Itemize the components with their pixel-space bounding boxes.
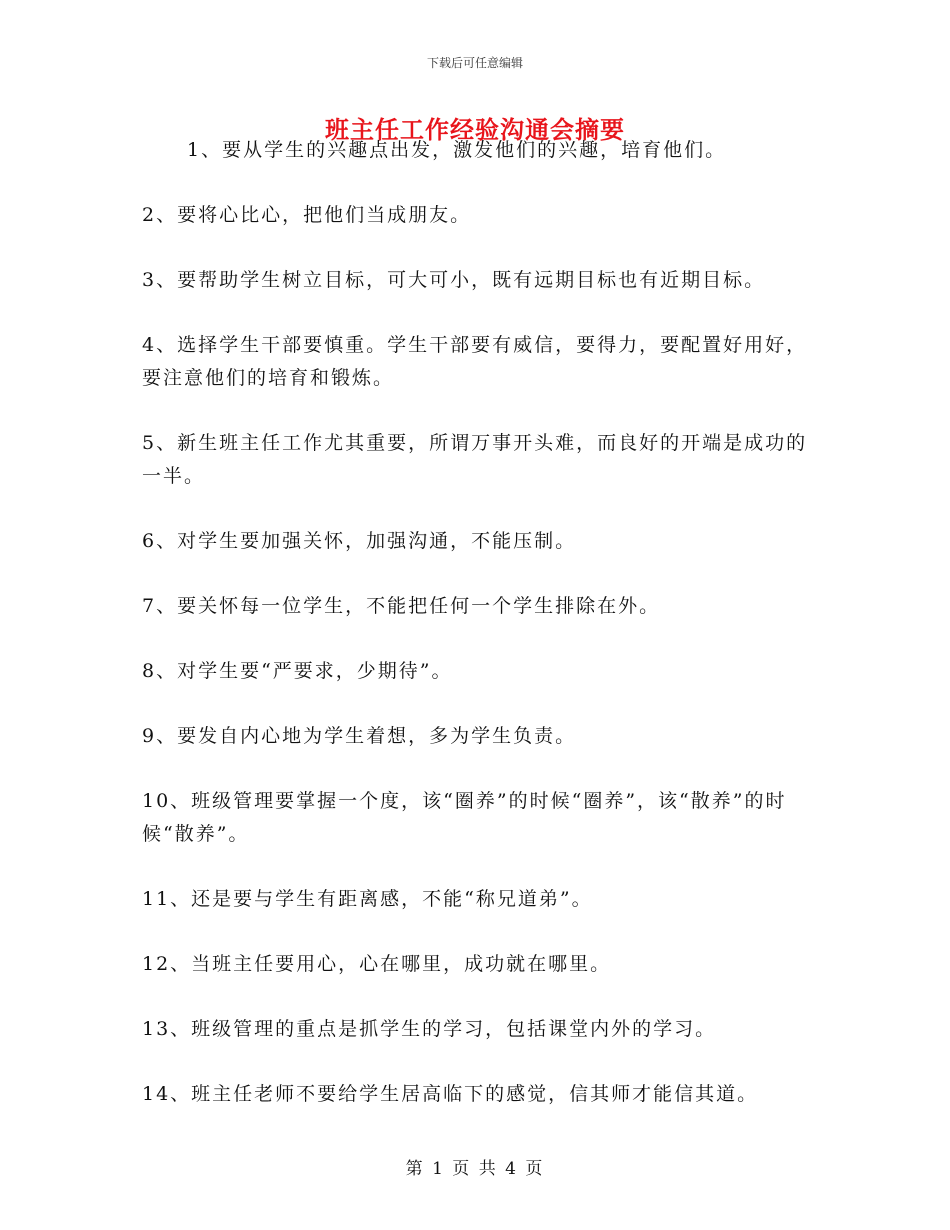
list-item: 2、要将心比心，把他们当成朋友。	[142, 204, 472, 226]
list-item: 11、还是要与学生有距离感，不能“称兄道弟”。	[142, 888, 593, 910]
list-item: 9、要发自内心地为学生着想，多为学生负责。	[142, 725, 577, 747]
list-item: 5、新生班主任工作尤其重要，所谓万事开头难，而良好的开端是成功的一半。	[142, 432, 808, 487]
list-item: 1、要从学生的兴趣点出发，激发他们的兴趣，培育他们。	[187, 139, 727, 161]
list-item: 13、班级管理的重点是抓学生的学习，包括课堂内外的学习。	[142, 1018, 717, 1040]
list-item: 4、选择学生干部要慎重。学生干部要有威信，要得力，要配置好用好，要注意他们的培育和锻炼。	[142, 334, 808, 389]
page-footer: 第 1 页 共 4 页	[405, 1159, 545, 1179]
document-title: 班主任工作经验沟通会摘要	[325, 115, 625, 144]
list-item: 10、班级管理要掌握一个度，该“圈养”的时候“圈养”，该“散养”的时候“散养”。	[142, 790, 787, 845]
list-item: 8、对学生要“严要求，少期待”。	[142, 660, 453, 682]
list-item: 14、班主任老师不要给学生居高临下的感觉，信其师才能信其道。	[142, 1083, 759, 1105]
document-body	[142, 134, 822, 1143]
list-item: 12、当班主任要用心，心在哪里，成功就在哪里。	[142, 953, 612, 975]
list-item: 6、对学生要加强关怀，加强沟通，不能压制。	[142, 530, 577, 552]
page-header: 下载后可任意编辑	[426, 56, 523, 70]
list-item: 7、要关怀每一位学生，不能把任何一个学生排除在外。	[142, 595, 661, 617]
list-item: 3、要帮助学生树立目标，可大可小，既有远期目标也有近期目标。	[142, 269, 766, 291]
